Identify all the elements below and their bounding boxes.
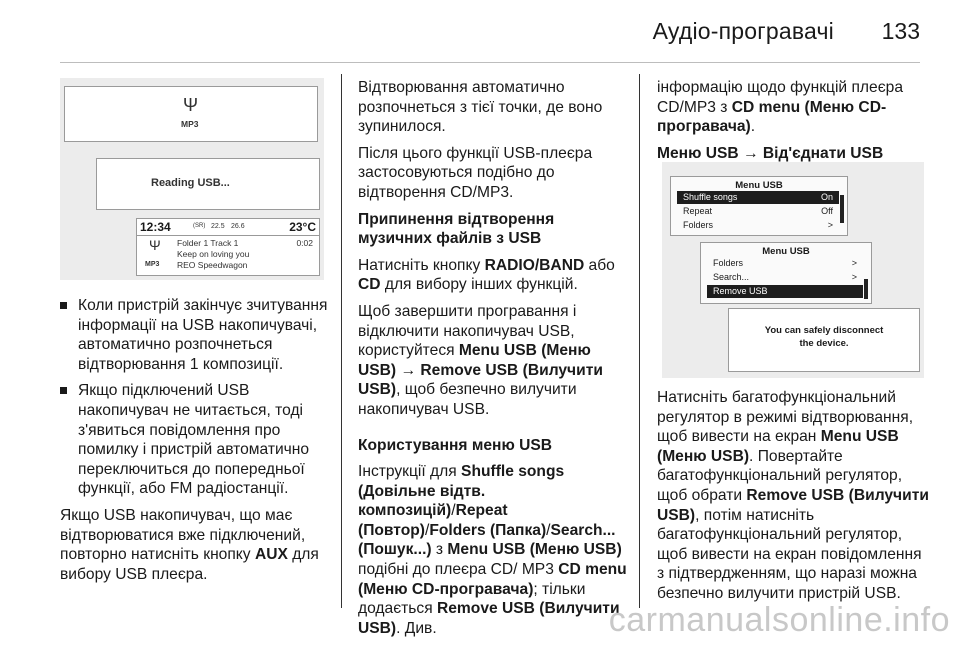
cd-menu-reference: інформацію щодо функцій плеєра CD/MP3 з CD menu (Меню CD-програвача). [657, 79, 903, 136]
song-title: Keep on loving you [177, 249, 250, 259]
stop-playback-heading: Припинення відтворення музичних файлів з USB [358, 210, 555, 248]
menu-path: Меню USB → Від'єднати USB [657, 144, 884, 162]
playback-screen [136, 218, 320, 276]
safe-disconnect-screen [728, 308, 920, 372]
menu-scrollbar [840, 195, 844, 223]
reading-usb-screen [96, 158, 320, 210]
menu-row-search: Search... > [713, 272, 857, 282]
status-indicator-a: (SR) [193, 223, 206, 229]
menu-row-folders: Folders > [713, 258, 857, 268]
status-indicator-c: 26.6 [231, 223, 245, 230]
menu-title: Menu USB [735, 180, 783, 191]
column-2-text [358, 78, 628, 645]
stop-playback-paragraph: Натисніть кнопку RADIO/BAND або CD для вибору інших функцій. [358, 256, 615, 294]
elapsed-time: 0:02 [296, 238, 313, 248]
track-line: Folder 1 Track 1 [177, 238, 239, 248]
outside-temperature: 23°C [289, 220, 316, 234]
menu-usb-screen-2 [700, 242, 872, 304]
artist-name: REO Speedwagon [177, 260, 248, 270]
remove-usb-paragraph: Щоб завершити програвання і відключити накопичувач USB, користуйтеся Menu USB (Меню USB) → Remove USB (Вилучити USB), щоб безпечно вилучити накопичувач USB. [358, 302, 603, 418]
column-divider-1 [341, 74, 342, 608]
safe-disconnect-line-1: You can safely disconnect [764, 325, 884, 336]
column-3-text [657, 78, 929, 170]
bullet-marker [60, 302, 67, 309]
column-divider-2 [639, 74, 640, 608]
menu-title: Menu USB [762, 246, 810, 257]
menu-row-repeat: Repeat Off [683, 206, 833, 216]
usb-icon: Ψ [183, 95, 199, 115]
header-divider [60, 62, 920, 63]
usb-icon-small: Ψ [149, 237, 161, 253]
clock-time: 12:34 [140, 220, 171, 234]
menu-row-remove-usb: Remove USB [707, 285, 863, 298]
reading-usb-text: Reading USB... [151, 177, 230, 189]
menu-scrollbar [864, 279, 868, 299]
column-3-lower-text [657, 388, 929, 611]
mp3-label: MP3 [145, 261, 160, 268]
usb-menu-heading: Користування меню USB [358, 436, 553, 454]
watermark: carmanualsonline.info [608, 601, 950, 639]
menu-usb-screen-1 [670, 176, 848, 236]
usb-reading-figure [60, 78, 324, 280]
usb-menu-paragraph: Інструкції для Shuffle songs (Довільне відтв. композицій)/Repeat (Повтор)/Folders (Папка)/Search... (Пошук...) з Menu USB (Меню USB) подібні до плеєра CD/ MP3 CD menu (Меню CD-програвача); тільки додається Remove USB (Вилучити USB). Див. [358, 463, 627, 637]
bullet-item-2: Якщо підключений USB накопичувач не читається, тоді з'явиться повідомлення про помилку і пристрій автоматично переключиться до попередньої функції, або FM радіостанції. [60, 381, 330, 499]
aux-paragraph: Якщо USB накопичувач, що має відтворюватися вже підключений, повторно натисніть кнопку AUX для вибору USB плеєра. [60, 506, 319, 583]
menu-row-shuffle: Shuffle songs On [677, 191, 839, 204]
bullet-marker [60, 387, 67, 394]
page-title: Аудіо-програвачі [652, 18, 834, 44]
resume-paragraph: Відтворювання автоматично розпочнеться з тієї точки, де воно зупинилося. [358, 79, 603, 136]
column-1-text [60, 296, 330, 591]
usb-screen-label: MP3 [181, 119, 199, 129]
page-number: 133 [881, 18, 920, 44]
screen-separator [137, 235, 319, 236]
functions-paragraph: Після цього функції USB-плеєра застосовуються подібно до відтворення CD/MP3. [358, 144, 593, 201]
usb-menu-figure [662, 162, 924, 378]
usb-connected-screen [64, 86, 318, 142]
safe-disconnect-line-2: the device. [799, 338, 849, 349]
status-indicator-b: 22.5 [211, 223, 225, 230]
menu-row-folders: Folders > [683, 220, 833, 230]
bullet-item-1: Коли пристрій закінчує зчитування інформації на USB накопичувачі, автоматично розпочнеться відтворювання 1 композиції. [60, 296, 330, 374]
remove-instructions-paragraph: Натисніть багатофункціональний регулятор в режимі відтворювання, щоб вивести на екран Menu USB (Меню USB). Повертайте багатофункціональний регулятор, щоб обрати Remove USB (Вилучити USB), потім натисніть багатофункціональний регулятор, щоб вивести на екран повідомлення з підтвердженням, що наразі можна безпечно вилучити пристрій USB. [657, 389, 929, 602]
